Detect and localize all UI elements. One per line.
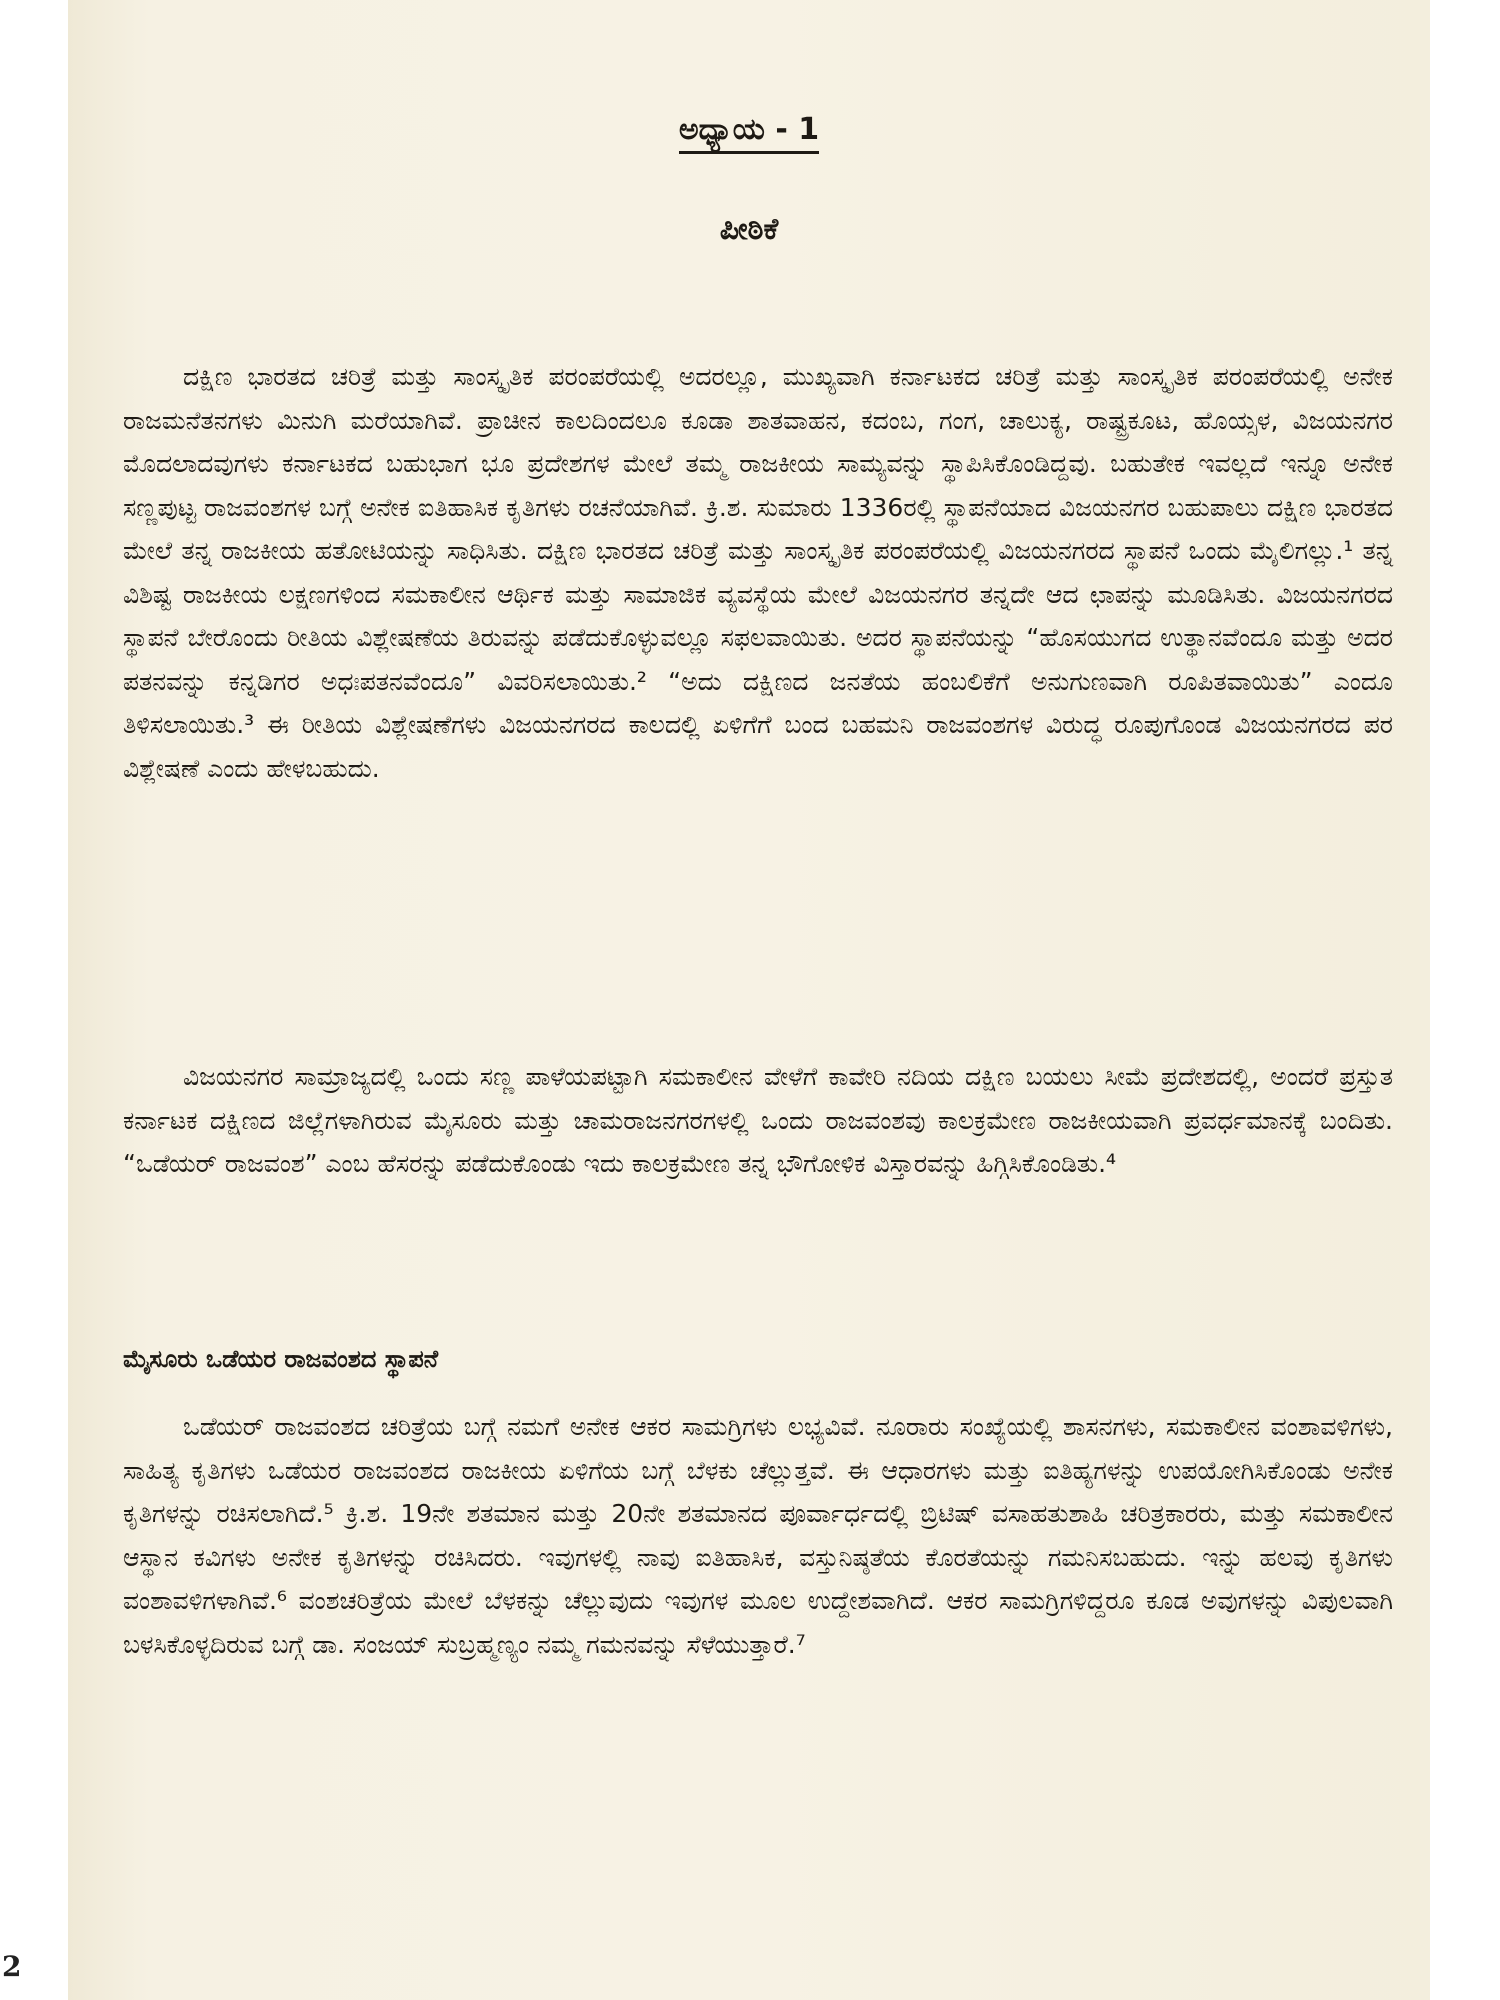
section-heading: ಮೈಸೂರು ಒಡೆಯರ ರಾಜವಂಶದ ಸ್ಥಾಪನೆ (123, 1345, 439, 1373)
paragraph-introduction: ದಕ್ಷಿಣ ಭಾರತದ ಚರಿತ್ರೆ ಮತ್ತು ಸಾಂಸ್ಕೃತಿಕ ಪರಂಪರೆಯಲ್ಲಿ ಅದರಲ್ಲೂ, ಮುಖ್ಯವಾಗಿ ಕರ್ನಾಟಕದ ಚರಿತ್ರೆ ಮತ್ತು ಸಾಂಸ್ಕೃತಿಕ ಪರಂಪರೆಯಲ್ಲಿ ಅನೇಕ ರಾಜಮನೆತನಗಳು ಮಿನುಗಿ ಮರೆಯಾಗಿವೆ. ಪ್ರಾಚೀನ ಕಾಲದಿಂದಲೂ ಕೂಡಾ ಶಾತವಾಹನ, ಕದಂಬ, ಗಂಗ, ಚಾಲುಕ್ಯ, ರಾಷ್ಟ್ರಕೂಟ, ಹೊಯ್ಸಳ, ವಿಜಯನಗರ ಮೊದಲಾದವುಗಳು ಕರ್ನಾಟಕದ ಬಹುಭಾಗ ಭೂ ಪ್ರದೇಶಗಳ ಮೇಲೆ ತಮ್ಮ ರಾಜಕೀಯ ಸಾಮ್ಯವನ್ನು ಸ್ಥಾಪಿಸಿಕೊಂಡಿದ್ದವು. ಬಹುತೇಕ ಇವಲ್ಲದೆ ಇನ್ನೂ ಅನೇಕ ಸಣ್ಣಪುಟ್ಟ ರಾಜವಂಶಗಳ ಬಗ್ಗೆ ಅನೇಕ ಐತಿಹಾಸಿಕ ಕೃತಿಗಳು ರಚನೆಯಾಗಿವೆ. ಕ್ರಿ.ಶ. ಸುಮಾರು 1336ರಲ್ಲಿ ಸ್ಥಾಪನೆಯಾದ ವಿಜಯನಗರ ಬಹುಪಾಲು ದಕ್ಷಿಣ ಭಾರತದ ಮೇಲೆ ತನ್ನ ರಾಜಕೀಯ ಹತೋಟಿಯನ್ನು ಸಾಧಿಸಿತು. ದಕ್ಷಿಣ ಭಾರತದ ಚರಿತ್ರೆ ಮತ್ತು ಸಾಂಸ್ಕೃತಿಕ ಪರಂಪರೆಯಲ್ಲಿ ವಿಜಯನಗರದ ಸ್ಥಾಪನೆ ಒಂದು ಮೈಲಿಗಲ್ಲು.¹ ತನ್ನ ವಿಶಿಷ್ಟ ರಾಜಕೀಯ ಲಕ್ಷಣಗಳಿಂದ ಸಮಕಾಲೀನ ಆರ್ಥಿಕ ಮತ್ತು ಸಾಮಾಜಿಕ ವ್ಯವಸ್ಥೆಯ ಮೇಲೆ ವಿಜಯನಗರ ತನ್ನದೇ ಆದ ಛಾಪನ್ನು ಮೂಡಿಸಿತು. ವಿಜಯನಗರದ ಸ್ಥಾಪನೆ ಬೇರೊಂದು ರೀತಿಯ ವಿಶ್ಲೇಷಣೆಯ ತಿರುವನ್ನು ಪಡೆದುಕೊಳ್ಳುವಲ್ಲೂ ಸಫಲವಾಯಿತು. ಅದರ ಸ್ಥಾಪನೆಯನ್ನು “ಹೊಸಯುಗದ ಉತ್ಥಾನವೆಂದೂ ಮತ್ತು ಅದರ ಪತನವನ್ನು ಕನ್ನಡಿಗರ ಅಧಃಪತನವೆಂದೂ” ವಿವರಿಸಲಾಯಿತು.² “ಅದು ದಕ್ಷಿಣದ ಜನತೆಯ ಹಂಬಲಿಕೆಗೆ ಅನುಗುಣವಾಗಿ ರೂಪಿತವಾಯಿತು” ಎಂದೂ ತಿಳಿಸಲಾಯಿತು.³ ಈ ರೀತಿಯ ವಿಶ್ಲೇಷಣೆಗಳು ವಿಜಯನಗರದ ಕಾಲದಲ್ಲಿ ಏಳಿಗೆಗೆ ಬಂದ ಬಹಮನಿ ರಾಜವಂಶಗಳ ವಿರುದ್ಧ ರೂಪುಗೊಂಡ ವಿಜಯನಗರದ ಪರ ವಿಶ್ಲೇಷಣೆ ಎಂದು ಹೇಳಬಹುದು. (123, 362, 1393, 783)
scan-left-margin (0, 0, 68, 2000)
chapter-title: ಪೀಠಿಕೆ (719, 212, 779, 247)
chapter-label (68, 112, 1430, 147)
chapter-label-text: ಅಧ್ಯಾಯ - 1 (679, 112, 819, 154)
book-page (68, 0, 1430, 2000)
page-number: 2 (2, 1950, 22, 1983)
paragraph-sources: ಒಡೆಯರ್ ರಾಜವಂಶದ ಚರಿತ್ರೆಯ ಬಗ್ಗೆ ನಮಗೆ ಅನೇಕ ಆಕರ ಸಾಮಗ್ರಿಗಳು ಲಭ್ಯವಿವೆ. ನೂರಾರು ಸಂಖ್ಯೆಯಲ್ಲಿ ಶಾಸನಗಳು, ಸಮಕಾಲೀನ ವಂಶಾವಳಿಗಳು, ಸಾಹಿತ್ಯ ಕೃತಿಗಳು ಒಡೆಯರ ರಾಜವಂಶದ ರಾಜಕೀಯ ಏಳಿಗೆಯ ಬಗ್ಗೆ ಬೆಳಕು ಚೆಲ್ಲುತ್ತವೆ. ಈ ಆಧಾರಗಳು ಮತ್ತು ಐತಿಹ್ಯಗಳನ್ನು ಉಪಯೋಗಿಸಿಕೊಂಡು ಅನೇಕ ಕೃತಿಗಳನ್ನು ರಚಿಸಲಾಗಿದೆ.⁵ ಕ್ರಿ.ಶ. 19ನೇ ಶತಮಾನ ಮತ್ತು 20ನೇ ಶತಮಾನದ ಪೂರ್ವಾರ್ಧದಲ್ಲಿ ಬ್ರಿಟಿಷ್ ವಸಾಹತುಶಾಹಿ ಚರಿತ್ರಕಾರರು, ಮತ್ತು ಸಮಕಾಲೀನ ಆಸ್ಥಾನ ಕವಿಗಳು ಅನೇಕ ಕೃತಿಗಳನ್ನು ರಚಿಸಿದರು. ಇವುಗಳಲ್ಲಿ ನಾವು ಐತಿಹಾಸಿಕ, ವಸ್ತುನಿಷ್ಠತೆಯ ಕೊರತೆಯನ್ನು ಗಮನಿಸಬಹುದು. ಇನ್ನು ಹಲವು ಕೃತಿಗಳು ವಂಶಾವಳಿಗಳಾಗಿವೆ.⁶ ವಂಶಚರಿತ್ರೆಯ ಮೇಲೆ ಬೆಳಕನ್ನು ಚೆಲ್ಲುವುದು ಇವುಗಳ ಮೂಲ ಉದ್ದೇಶವಾಗಿದೆ. ಆಕರ ಸಾಮಗ್ರಿಗಳಿದ್ದರೂ ಕೂಡ ಅವುಗಳನ್ನು ವಿಪುಲವಾಗಿ ಬಳಸಿಕೊಳ್ಳದಿರುವ ಬಗ್ಗೆ ಡಾ. ಸಂಜಯ್ ಸುಬ್ರಹ್ಮಣ್ಯಂ ನಮ್ಮ ಗಮನವನ್ನು ಸೆಳೆಯುತ್ತಾರೆ.⁷ (123, 1412, 1393, 1659)
paragraph-vijayanagara-wodeyar: ವಿಜಯನಗರ ಸಾಮ್ರಾಜ್ಯದಲ್ಲಿ ಒಂದು ಸಣ್ಣ ಪಾಳೆಯಪಟ್ಟಾಗಿ ಸಮಕಾಲೀನ ವೇಳೆಗೆ ಕಾವೇರಿ ನದಿಯ ದಕ್ಷಿಣ ಬಯಲು ಸೀಮೆ ಪ್ರದೇಶದಲ್ಲಿ, ಅಂದರೆ ಪ್ರಸ್ತುತ ಕರ್ನಾಟಕ ದಕ್ಷಿಣದ ಜಿಲ್ಲೆಗಳಾಗಿರುವ ಮೈಸೂರು ಮತ್ತು ಚಾಮರಾಜನಗರಗಳಲ್ಲಿ ಒಂದು ರಾಜವಂಶವು ಕಾಲಕ್ರಮೇಣ ರಾಜಕೀಯವಾಗಿ ಪ್ರವರ್ಧಮಾನಕ್ಕೆ ಬಂದಿತು. “ಒಡೆಯರ್ ರಾಜವಂಶ” ಎಂಬ ಹೆಸರನ್ನು ಪಡೆದುಕೊಂಡು ಇದು ಕಾಲಕ್ರಮೇಣ ತನ್ನ ಭೌಗೋಳಿಕ ವಿಸ್ತಾರವನ್ನು ಹಿಗ್ಗಿಸಿಕೊಂಡಿತು.⁴ (123, 1062, 1393, 1178)
scan-right-margin (1430, 0, 1500, 2000)
